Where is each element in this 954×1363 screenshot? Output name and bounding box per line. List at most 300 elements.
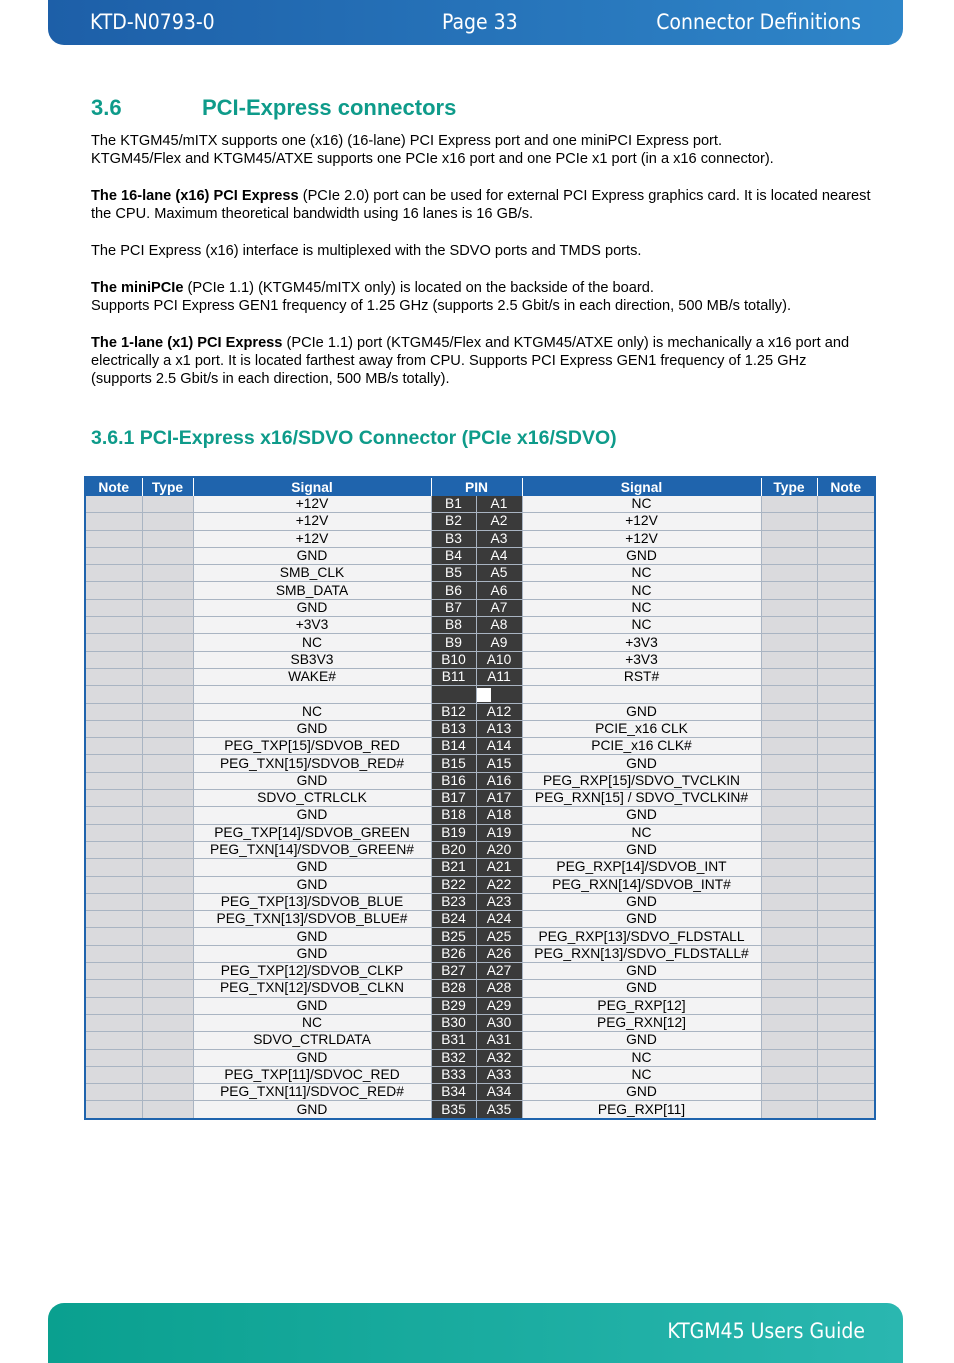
type-left-cell — [142, 703, 193, 720]
note-right-cell — [817, 755, 875, 772]
pin-b-cell: B8 — [431, 617, 476, 634]
note-left-cell — [85, 703, 142, 720]
type-left-cell — [142, 945, 193, 962]
signal-b-cell: NC — [193, 634, 431, 651]
header-note-left: Note — [85, 477, 142, 496]
signal-b-cell: GND — [193, 807, 431, 824]
signal-b-cell: +3V3 — [193, 617, 431, 634]
type-right-cell — [761, 530, 817, 547]
note-left-cell — [85, 1101, 142, 1119]
type-right-cell — [761, 980, 817, 997]
type-right-cell — [761, 651, 817, 668]
note-left-cell — [85, 651, 142, 668]
signal-a-cell: GND — [522, 893, 761, 910]
pin-b-cell: B32 — [431, 1049, 476, 1066]
signal-a-cell: GND — [522, 755, 761, 772]
signal-b-cell: PEG_TXN[11]/SDVOC_RED# — [193, 1084, 431, 1101]
note-right-cell — [817, 824, 875, 841]
note-right-cell — [817, 703, 875, 720]
pin-b-cell: B11 — [431, 668, 476, 685]
pin-a-cell: A2 — [476, 513, 522, 530]
note-left-cell — [85, 911, 142, 928]
paragraph-x1-lead: The 1-lane (x1) PCI Express — [91, 335, 283, 351]
pin-a-cell: A5 — [476, 565, 522, 582]
note-left-cell — [85, 1084, 142, 1101]
type-right-cell — [761, 755, 817, 772]
signal-a-cell: PEG_RXP[14]/SDVOB_INT — [522, 859, 761, 876]
note-left-cell — [85, 496, 142, 513]
note-left-cell — [85, 547, 142, 564]
pin-a-cell: A22 — [476, 876, 522, 893]
signal-a-cell: NC — [522, 582, 761, 599]
paragraph-x1-text: (PCIe 1.1) port (KTGM45/Flex and KTGM45/ATXE only) is mechanically a x16 port and electrically a x1 port. It is located farthest away from CPU. Supports PCI Express GEN1 frequency of 1.25 GHz (supports 2.5 Gbit/s in each direction, 500 MB/s totally). — [91, 335, 850, 387]
table-row — [85, 824, 875, 841]
type-right-cell — [761, 1032, 817, 1049]
signal-a-cell: GND — [522, 703, 761, 720]
signal-b-cell: GND — [193, 772, 431, 789]
section-title: PCI-Express connectors — [202, 95, 457, 120]
type-left-cell — [142, 547, 193, 564]
type-right-cell — [761, 893, 817, 910]
note-left-cell — [85, 617, 142, 634]
type-right-cell — [761, 582, 817, 599]
type-left-cell — [142, 772, 193, 789]
pin-a-cell: A14 — [476, 738, 522, 755]
signal-a-cell: NC — [522, 599, 761, 616]
pin-b-cell: B23 — [431, 893, 476, 910]
type-right-cell — [761, 1101, 817, 1119]
type-right-cell — [761, 790, 817, 807]
type-right-cell — [761, 547, 817, 564]
signal-b-cell: SB3V3 — [193, 651, 431, 668]
pin-a-cell: A1 — [476, 496, 522, 513]
type-left-cell — [142, 893, 193, 910]
pin-b-cell: B18 — [431, 807, 476, 824]
type-left-cell — [142, 1101, 193, 1119]
pin-a-cell: A33 — [476, 1066, 522, 1083]
header-pin: PIN — [431, 477, 522, 496]
note-right-cell — [817, 859, 875, 876]
signal-a-cell: GND — [522, 547, 761, 564]
note-left-cell — [85, 963, 142, 980]
signal-a-cell: +12V — [522, 530, 761, 547]
signal-a-cell: NC — [522, 496, 761, 513]
signal-b-cell: GND — [193, 1049, 431, 1066]
pin-b-cell: B19 — [431, 824, 476, 841]
pin-b-cell: B5 — [431, 565, 476, 582]
note-left-cell — [85, 893, 142, 910]
pin-a-cell: A17 — [476, 790, 522, 807]
document-id: KTD-N0793-0 — [90, 10, 215, 34]
pin-b-cell: B12 — [431, 703, 476, 720]
note-right-cell — [817, 980, 875, 997]
type-right-cell — [761, 824, 817, 841]
table-row — [85, 1049, 875, 1066]
pin-a-cell: A10 — [476, 651, 522, 668]
type-right-cell — [761, 1014, 817, 1031]
pin-b-cell: B33 — [431, 1066, 476, 1083]
signal-a-cell: GND — [522, 1032, 761, 1049]
signal-b-cell: PEG_TXN[15]/SDVOB_RED# — [193, 755, 431, 772]
signal-b-cell: PEG_TXN[12]/SDVOB_CLKN — [193, 980, 431, 997]
note-right-cell — [817, 738, 875, 755]
type-left-cell — [142, 720, 193, 737]
table-row — [85, 841, 875, 858]
note-right-cell — [817, 1101, 875, 1119]
pin-b-cell: B31 — [431, 1032, 476, 1049]
note-right-cell — [817, 599, 875, 616]
pin-a-cell: A21 — [476, 859, 522, 876]
pin-b-cell: B22 — [431, 876, 476, 893]
note-left-cell — [85, 565, 142, 582]
table-row — [85, 582, 875, 599]
signal-a-cell: GND — [522, 841, 761, 858]
paragraph-minipcie — [91, 279, 871, 315]
table-row — [85, 617, 875, 634]
pin-a-cell: A6 — [476, 582, 522, 599]
table-row — [85, 1101, 875, 1119]
pin-a-cell: A7 — [476, 599, 522, 616]
type-left-cell — [142, 963, 193, 980]
note-right-cell — [817, 496, 875, 513]
note-left-cell — [85, 582, 142, 599]
type-right-cell — [761, 911, 817, 928]
type-left-cell — [142, 738, 193, 755]
note-right-cell — [817, 772, 875, 789]
note-left-cell — [85, 1014, 142, 1031]
type-left-cell — [142, 1014, 193, 1031]
signal-b-cell: PEG_TXP[15]/SDVOB_RED — [193, 738, 431, 755]
type-left-cell — [142, 1032, 193, 1049]
signal-a-cell: +3V3 — [522, 634, 761, 651]
signal-a-cell: PEG_RXN[14]/SDVOB_INT# — [522, 876, 761, 893]
signal-a-cell: PEG_RXP[15]/SDVO_TVCLKIN — [522, 772, 761, 789]
type-left-cell — [142, 686, 193, 703]
paragraph-minipcie-line2: Supports PCI Express GEN1 frequency of 1.25 GHz (supports 2.5 Gbit/s in each direction, 500 MB/s totally). — [91, 298, 792, 314]
table-row — [85, 720, 875, 737]
pin-a-cell: A28 — [476, 980, 522, 997]
type-left-cell — [142, 668, 193, 685]
signal-b-cell: PEG_TXP[11]/SDVOC_RED — [193, 1066, 431, 1083]
type-left-cell — [142, 651, 193, 668]
table-row — [85, 807, 875, 824]
signal-a-cell: NC — [522, 824, 761, 841]
paragraph-x16-text: (PCIe 2.0) port can be used for external PCI Express graphics card. It is located nearest the CPU. Maximum theoretical bandwidth using 16 lanes is 16 GB/s. — [91, 188, 871, 222]
signal-a-cell: GND — [522, 911, 761, 928]
signal-b-cell: GND — [193, 859, 431, 876]
table-row — [85, 859, 875, 876]
signal-a-cell — [522, 686, 761, 703]
note-right-cell — [817, 876, 875, 893]
note-left-cell — [85, 1049, 142, 1066]
note-right-cell — [817, 790, 875, 807]
table-row — [85, 876, 875, 893]
pin-a-cell: A25 — [476, 928, 522, 945]
note-right-cell — [817, 513, 875, 530]
type-right-cell — [761, 1049, 817, 1066]
table-row — [85, 634, 875, 651]
pin-b-cell: B34 — [431, 1084, 476, 1101]
table-row — [85, 772, 875, 789]
type-right-cell — [761, 859, 817, 876]
note-left-cell — [85, 807, 142, 824]
note-left-cell — [85, 945, 142, 962]
note-right-cell — [817, 911, 875, 928]
signal-b-cell: NC — [193, 1014, 431, 1031]
pinout-table — [84, 476, 876, 1120]
pin-a-cell: A29 — [476, 997, 522, 1014]
pin-a-cell: A15 — [476, 755, 522, 772]
table-row — [85, 755, 875, 772]
signal-b-cell: SMB_CLK — [193, 565, 431, 582]
paragraph-x16 — [91, 187, 871, 223]
note-right-cell — [817, 634, 875, 651]
note-left-cell — [85, 1066, 142, 1083]
note-left-cell — [85, 634, 142, 651]
signal-a-cell: PCIE_x16 CLK# — [522, 738, 761, 755]
table-row — [85, 1084, 875, 1101]
signal-b-cell: GND — [193, 599, 431, 616]
signal-b-cell: GND — [193, 997, 431, 1014]
note-left-cell — [85, 1032, 142, 1049]
type-left-cell — [142, 807, 193, 824]
type-left-cell — [142, 755, 193, 772]
signal-b-cell: +12V — [193, 496, 431, 513]
signal-b-cell: PEG_TXP[12]/SDVOB_CLKP — [193, 963, 431, 980]
pin-b-cell: B29 — [431, 997, 476, 1014]
table-row — [85, 668, 875, 685]
paragraph-minipcie-lead: The miniPCIe — [91, 280, 184, 296]
note-right-cell — [817, 1066, 875, 1083]
signal-b-cell: SMB_DATA — [193, 582, 431, 599]
pin-b-cell: B25 — [431, 928, 476, 945]
type-right-cell — [761, 668, 817, 685]
pin-b-cell: B14 — [431, 738, 476, 755]
type-left-cell — [142, 1049, 193, 1066]
pin-b-cell: B9 — [431, 634, 476, 651]
pin-b-cell: B2 — [431, 513, 476, 530]
table-row — [85, 651, 875, 668]
type-left-cell — [142, 841, 193, 858]
note-right-cell — [817, 945, 875, 962]
note-right-cell — [817, 668, 875, 685]
signal-b-cell: PEG_TXP[14]/SDVOB_GREEN — [193, 824, 431, 841]
signal-a-cell: GND — [522, 963, 761, 980]
type-left-cell — [142, 513, 193, 530]
signal-a-cell: +12V — [522, 513, 761, 530]
pin-a-cell: A19 — [476, 824, 522, 841]
table-row — [85, 1066, 875, 1083]
table-row — [85, 911, 875, 928]
type-left-cell — [142, 496, 193, 513]
table-row — [85, 1014, 875, 1031]
page-number: Page 33 — [442, 10, 518, 34]
type-left-cell — [142, 911, 193, 928]
signal-b-cell: +12V — [193, 513, 431, 530]
note-left-cell — [85, 790, 142, 807]
signal-a-cell: PEG_RXN[15] / SDVO_TVCLKIN# — [522, 790, 761, 807]
pin-a-cell: A12 — [476, 703, 522, 720]
pin-b-cell: B15 — [431, 755, 476, 772]
type-left-cell — [142, 928, 193, 945]
type-right-cell — [761, 720, 817, 737]
type-left-cell — [142, 790, 193, 807]
header-type-left: Type — [142, 477, 193, 496]
type-right-cell — [761, 599, 817, 616]
signal-b-cell: GND — [193, 945, 431, 962]
type-right-cell — [761, 997, 817, 1014]
pin-b-cell: B24 — [431, 911, 476, 928]
note-left-cell — [85, 530, 142, 547]
signal-a-cell: +3V3 — [522, 651, 761, 668]
type-right-cell — [761, 634, 817, 651]
signal-a-cell: PEG_RXP[13]/SDVO_FLDSTALL — [522, 928, 761, 945]
type-left-cell — [142, 617, 193, 634]
type-right-cell — [761, 617, 817, 634]
note-right-cell — [817, 963, 875, 980]
page-header — [48, 0, 903, 45]
header-signal-left: Signal — [193, 477, 431, 496]
type-right-cell — [761, 1084, 817, 1101]
signal-b-cell: GND — [193, 720, 431, 737]
note-right-cell — [817, 530, 875, 547]
type-right-cell — [761, 772, 817, 789]
table-row — [85, 513, 875, 530]
pin-b-cell: B10 — [431, 651, 476, 668]
signal-b-cell: SDVO_CTRLDATA — [193, 1032, 431, 1049]
pin-b-cell: B17 — [431, 790, 476, 807]
pin-a-cell: A30 — [476, 1014, 522, 1031]
signal-b-cell: +12V — [193, 530, 431, 547]
note-left-cell — [85, 928, 142, 945]
pin-b-cell: B4 — [431, 547, 476, 564]
type-left-cell — [142, 997, 193, 1014]
type-right-cell — [761, 565, 817, 582]
pin-a-cell: A31 — [476, 1032, 522, 1049]
pin-a-cell: A23 — [476, 893, 522, 910]
pin-a-cell — [476, 686, 522, 703]
section-heading — [91, 95, 456, 121]
note-right-cell — [817, 1014, 875, 1031]
signal-b-cell: GND — [193, 1101, 431, 1119]
pin-a-cell: A9 — [476, 634, 522, 651]
header-signal-right: Signal — [522, 477, 761, 496]
pin-a-cell: A18 — [476, 807, 522, 824]
pin-b-cell: B16 — [431, 772, 476, 789]
type-left-cell — [142, 582, 193, 599]
table-row — [85, 530, 875, 547]
pin-b-cell: B30 — [431, 1014, 476, 1031]
pin-a-cell: A3 — [476, 530, 522, 547]
type-right-cell — [761, 703, 817, 720]
note-left-cell — [85, 980, 142, 997]
signal-a-cell: GND — [522, 807, 761, 824]
table-row — [85, 980, 875, 997]
pin-b-cell: B7 — [431, 599, 476, 616]
type-right-cell — [761, 1066, 817, 1083]
note-left-cell — [85, 824, 142, 841]
table-row — [85, 547, 875, 564]
page-footer — [48, 1303, 903, 1363]
pin-b-cell: B1 — [431, 496, 476, 513]
note-right-cell — [817, 1084, 875, 1101]
table-row — [85, 599, 875, 616]
table-row — [85, 496, 875, 513]
signal-a-cell: NC — [522, 565, 761, 582]
pin-a-cell: A8 — [476, 617, 522, 634]
note-right-cell — [817, 1032, 875, 1049]
type-left-cell — [142, 876, 193, 893]
note-right-cell — [817, 565, 875, 582]
table-row — [85, 945, 875, 962]
signal-b-cell: PEG_TXP[13]/SDVOB_BLUE — [193, 893, 431, 910]
signal-a-cell: GND — [522, 980, 761, 997]
type-right-cell — [761, 496, 817, 513]
type-left-cell — [142, 980, 193, 997]
pin-b-cell: B27 — [431, 963, 476, 980]
signal-a-cell: NC — [522, 1066, 761, 1083]
note-left-cell — [85, 513, 142, 530]
note-right-cell — [817, 928, 875, 945]
signal-a-cell: PEG_RXN[12] — [522, 1014, 761, 1031]
signal-a-cell: RST# — [522, 668, 761, 685]
paragraph-x1 — [91, 334, 871, 388]
table-row — [85, 928, 875, 945]
note-right-cell — [817, 807, 875, 824]
guide-title: KTGM45 Users Guide — [667, 1319, 865, 1343]
pin-b-cell: B13 — [431, 720, 476, 737]
pin-b-cell: B35 — [431, 1101, 476, 1119]
note-right-cell — [817, 617, 875, 634]
section-body — [91, 132, 871, 407]
paragraph-minipcie-text: (PCIe 1.1) (KTGM45/mITX only) is located on the backside of the board. — [183, 280, 654, 296]
pin-a-cell: A35 — [476, 1101, 522, 1119]
connector-key-mark — [477, 688, 491, 702]
paragraph-intro-line1: The KTGM45/mITX supports one (x16) (16-lane) PCI Express port and one miniPCI Express port. — [91, 133, 723, 149]
paragraph-intro-line2: KTGM45/Flex and KTGM45/ATXE supports one PCIe x16 port and one PCIe x1 port (in a x16 connector). — [91, 151, 774, 167]
pin-a-cell: A26 — [476, 945, 522, 962]
pin-b-cell — [431, 686, 476, 703]
signal-a-cell: PEG_RXN[13]/SDVO_FLDSTALL# — [522, 945, 761, 962]
section-number: 3.6 — [91, 95, 122, 120]
header-type-right: Type — [761, 477, 817, 496]
note-right-cell — [817, 841, 875, 858]
table-row-key — [85, 686, 875, 703]
signal-b-cell: NC — [193, 703, 431, 720]
note-left-cell — [85, 997, 142, 1014]
note-left-cell — [85, 720, 142, 737]
note-left-cell — [85, 599, 142, 616]
note-right-cell — [817, 997, 875, 1014]
signal-b-cell: GND — [193, 876, 431, 893]
signal-b-cell: PEG_TXN[13]/SDVOB_BLUE# — [193, 911, 431, 928]
signal-a-cell: PEG_RXP[12] — [522, 997, 761, 1014]
pin-b-cell: B6 — [431, 582, 476, 599]
paragraph-multiplex: The PCI Express (x16) interface is multiplexed with the SDVO ports and TMDS ports. — [91, 243, 642, 259]
signal-b-cell: SDVO_CTRLCLK — [193, 790, 431, 807]
signal-a-cell: GND — [522, 1084, 761, 1101]
table-row — [85, 1032, 875, 1049]
signal-b-cell: WAKE# — [193, 668, 431, 685]
signal-a-cell: NC — [522, 1049, 761, 1066]
signal-b-cell: PEG_TXN[14]/SDVOB_GREEN# — [193, 841, 431, 858]
table-row — [85, 703, 875, 720]
signal-b-cell — [193, 686, 431, 703]
note-right-cell — [817, 720, 875, 737]
table-row — [85, 738, 875, 755]
pin-b-cell: B21 — [431, 859, 476, 876]
type-right-cell — [761, 945, 817, 962]
